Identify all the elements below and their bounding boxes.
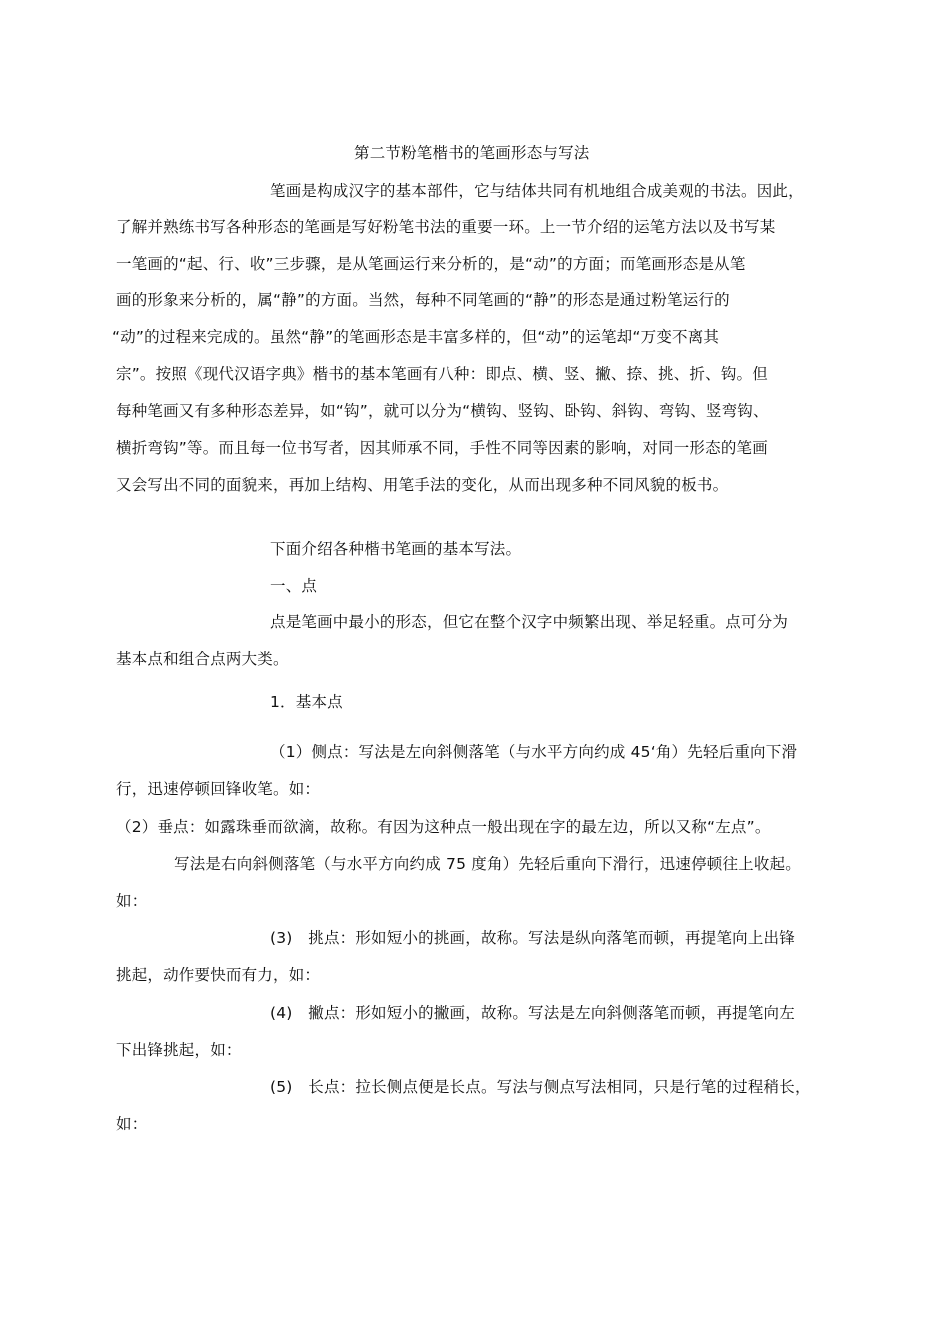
intro-line-2: 了解并熟练书写各种形态的笔画是写好粉笔书法的重要一环。上一节介绍的运笔方法以及书写某 [116,218,776,236]
item-5-line-2: 如： [116,1115,148,1133]
item-2-line-1: （2）垂点：如露珠垂而欲滴，故称。有因为这种点一般出现在字的最左边，所以又称“左点”。 [116,818,771,836]
lead-line: 下面介绍各种楷书笔画的基本写法。 [270,540,522,558]
item-3-line-2: 挑起，动作要快而有力，如： [116,966,321,984]
intro-line-4: 画的形象来分析的，属“静”的方面。当然，每种不同笔画的“静”的形态是通过粉笔运行的 [116,291,730,309]
item-4-line-2: 下出锋挑起，如： [116,1041,242,1059]
item-4-line-1: (4) 撇点：形如短小的撇画，故称。写法是左向斜侧落笔而顿，再提笔向左 [270,1004,795,1022]
dot-intro-line-2: 基本点和组合点两大类。 [116,650,289,668]
item-1-line-2: 行，迅速停顿回锋收笔。如： [116,780,321,798]
item-3-line-1: (3) 挑点：形如短小的挑画，故称。写法是纵向落笔而顿，再提笔向上出锋 [270,929,795,947]
item-1-line-1: （1）侧点：写法是左向斜侧落笔（与水平方向约成 45‘角）先轻后重向下滑 [270,743,798,761]
subsection-heading: 1．基本点 [270,693,343,711]
item-2-line-2: 写法是右向斜侧落笔（与水平方向约成 75 度角）先轻后重向下滑行，迅速停顿往上收起。 [174,855,801,873]
intro-line-6: 宗”。按照《现代汉语字典》楷书的基本笔画有八种：即点、横、竖、撇、捺、挑、折、钩。但 [116,365,768,383]
page-title: 第二节粉笔楷书的笔画形态与写法 [354,144,590,162]
item-5-line-1: (5) 长点：拉长侧点便是长点。写法与侧点写法相同，只是行笔的过程稍长， [270,1078,811,1096]
intro-line-1: 笔画是构成汉字的基本部件，它与结体共同有机地组合成美观的书法。因此， [270,182,804,200]
intro-line-3: 一笔画的“起、行、收”三步骤，是从笔画运行来分析的，是“动”的方面；而笔画形态是从笔 [116,255,746,273]
intro-line-9: 又会写出不同的面貌来，再加上结构、用笔手法的变化，从而出现多种不同风貌的板书。 [116,476,729,494]
intro-line-5: “动”的过程来完成的。虽然“静”的笔画形态是丰富多样的，但“动”的运笔却“万变不离其 [112,328,720,346]
item-2-line-3: 如： [116,892,148,910]
intro-line-7: 每种笔画又有多种形态差异，如“钩”，就可以分为“横钩、竖钩、卧钩、斜钩、弯钩、竖弯钩、 [116,402,769,420]
section-heading: 一、点 [270,577,318,595]
dot-intro-line-1: 点是笔画中最小的形态，但它在整个汉字中频繁出现、举足轻重。点可分为 [270,613,789,631]
intro-line-8: 横折弯钩”等。而且每一位书写者，因其师承不同，手性不同等因素的影响，对同一形态的笔画 [116,439,768,457]
